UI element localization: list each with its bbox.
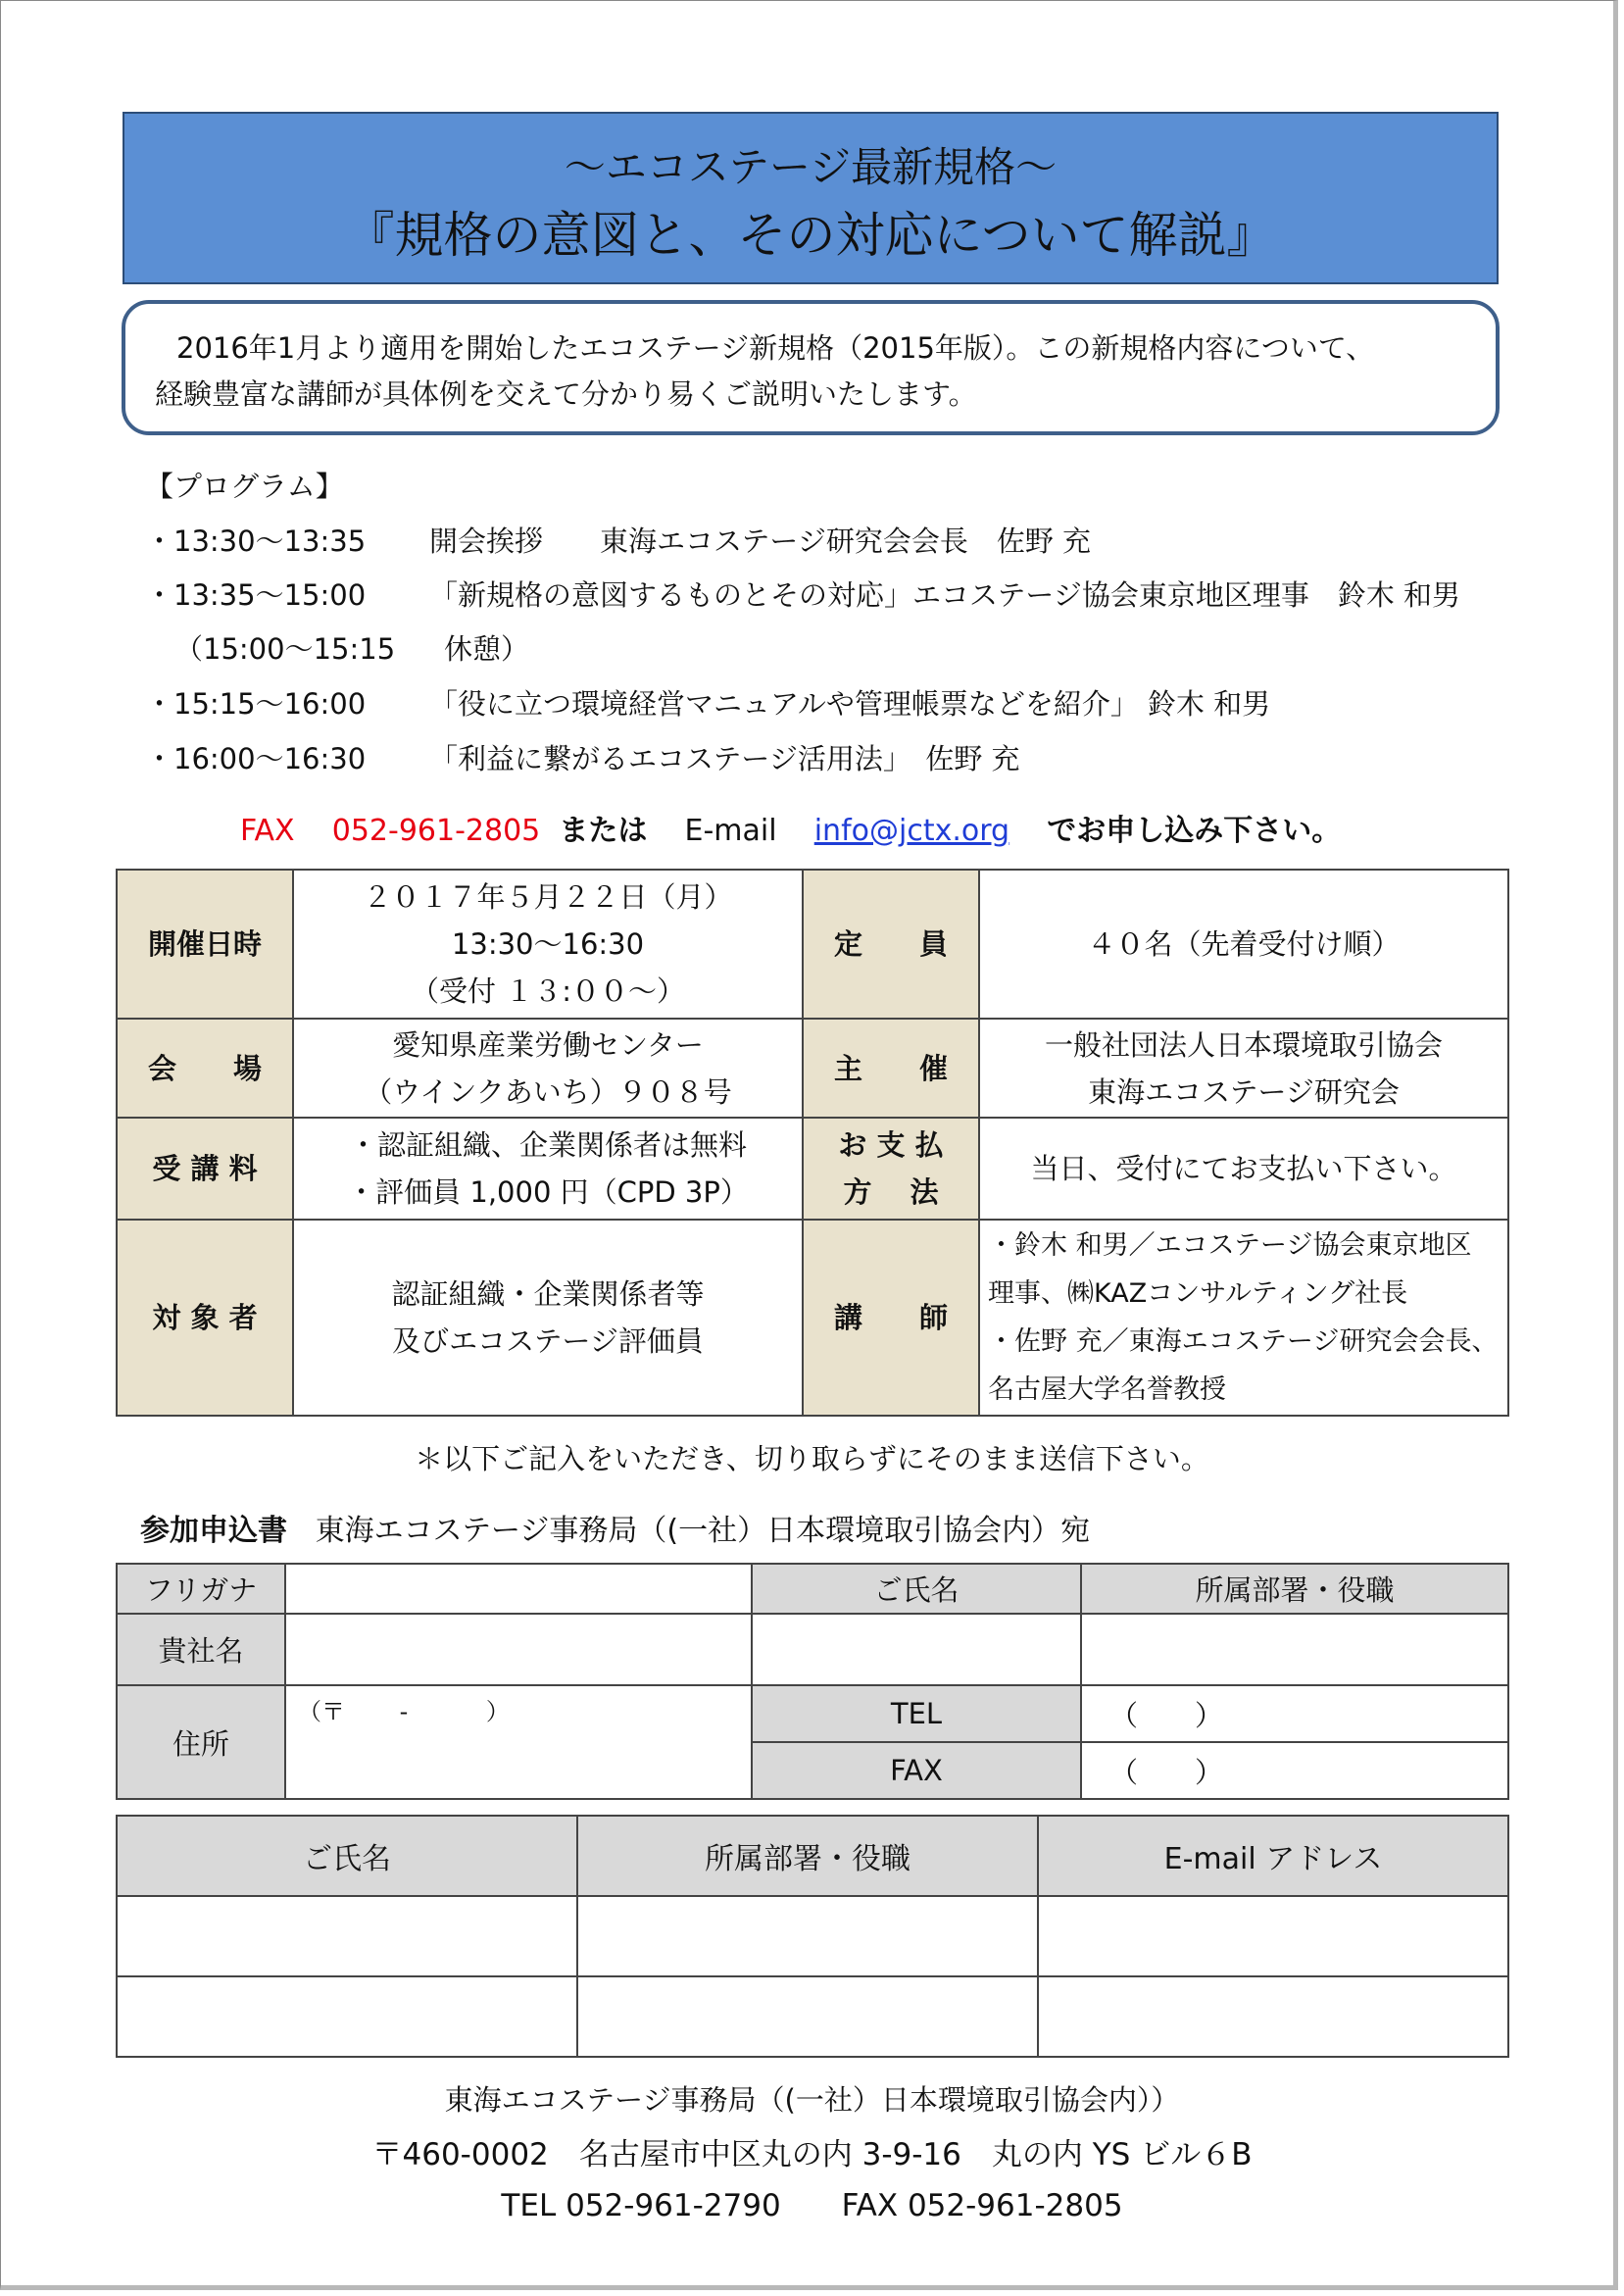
program-item (145, 682, 1270, 723)
program-time: （15:00～15:15 (174, 632, 396, 666)
attendee-email-header: E-mail アドレス (1038, 1816, 1508, 1896)
fee-label: 受 講 料 (117, 1118, 293, 1220)
instruction-note: ＊以下ご記入をいただき、切り取らずにそのまま送信下さい。 (415, 1442, 1209, 1475)
fax-label: FAX (240, 814, 295, 848)
furigana-label: フリガナ (117, 1564, 285, 1614)
payment-label (803, 1118, 979, 1220)
lecturer-line: 理事、㈱KAZコンサルティング社長 (988, 1278, 1408, 1309)
target-line: 及びエコステージ評価員 (392, 1324, 704, 1358)
fax-number: 052-961-2805 (331, 814, 541, 848)
program-text: 開会挨拶 東海エコステージ研究会会長 佐野 充 (429, 524, 1092, 558)
form-title-rest: 東海エコステージ事務局（(一社）日本環境取引協会内）宛 (315, 1514, 1091, 1548)
attendee-dept-input[interactable] (577, 1976, 1038, 2057)
program-text: 「利益に繋がるエコステージ活用法」 佐野 充 (429, 742, 1020, 775)
program-time: ・13:30～13:35 (145, 524, 367, 558)
email-link[interactable]: info@jctx.org (813, 814, 1010, 848)
time-line: 13:30～16:30 (451, 927, 645, 961)
payment-label-line: 方 法 (843, 1175, 939, 1209)
payment-value: 当日、受付にてお支払い下さい。 (979, 1118, 1508, 1220)
title-line-2: 『規格の意図と、その対応について解説』 (345, 207, 1276, 264)
footer-office: 東海エコステージ事務局（(一社）日本環境取引協会内）） (444, 2083, 1180, 2117)
program-time: ・16:00～16:30 (145, 742, 367, 775)
fee-cell (293, 1118, 803, 1220)
apply-line (240, 806, 1341, 849)
attendee-dept-header: 所属部署・役職 (577, 1816, 1038, 1896)
company-input[interactable] (285, 1614, 752, 1685)
program-heading: 【プログラム】 (145, 470, 344, 503)
target-label: 対 象 者 (117, 1220, 293, 1416)
form-title-bold: 参加申込書 (140, 1514, 287, 1548)
program-text: 「役に立つ環境経営マニュアルや管理帳票などを紹介」 鈴木 和男 (429, 687, 1271, 721)
form-title (140, 1506, 1090, 1549)
email-label: E-mail (684, 814, 777, 848)
company-label: 貴社名 (117, 1614, 285, 1685)
program-time: ・13:35～15:00 (145, 578, 367, 612)
address-input[interactable]: （〒 - ） (285, 1685, 752, 1799)
venue-cell (293, 1019, 803, 1118)
apply-suffix: でお申し込み下さい。 (1047, 814, 1342, 848)
program-item (174, 627, 529, 668)
name-input[interactable] (752, 1614, 1081, 1685)
lecturer-line: 名古屋大学名誉教授 (988, 1374, 1226, 1405)
intro-line-1: 2016年1月より適用を開始したエコステージ新規格（2015年版）。この新規格内容について、 (176, 331, 1375, 365)
attendee-table (116, 1815, 1509, 2058)
attendee-name-input[interactable] (117, 1896, 577, 1976)
fee-line: ・認証組織、企業関係者は無料 (348, 1128, 747, 1162)
attendee-email-input[interactable] (1038, 1896, 1508, 1976)
lecturer-label: 講 師 (803, 1220, 979, 1416)
dept-header: 所属部署・役職 (1081, 1564, 1508, 1614)
attendee-dept-input[interactable] (577, 1896, 1038, 1976)
program-item (145, 737, 1020, 777)
date-label: 開催日時 (117, 870, 293, 1019)
lecturer-line: ・鈴木 和男／エコステージ協会東京地区 (988, 1230, 1472, 1261)
program-text: 休憩） (444, 632, 530, 666)
lecturer-cell (979, 1220, 1508, 1416)
footer-contact: TEL 052-961-2790 FAX 052-961-2805 (501, 2188, 1123, 2223)
venue-label: 会 場 (117, 1019, 293, 1118)
tel-input[interactable]: （ ） (1081, 1685, 1508, 1742)
footer-address: 〒460-0002 名古屋市中区丸の内 3-9-16 丸の内 YS ビル６B (371, 2137, 1253, 2172)
host-label: 主 催 (803, 1019, 979, 1118)
attendee-email-input[interactable] (1038, 1976, 1508, 2057)
furigana-input[interactable] (285, 1564, 752, 1614)
capacity-value: ４０名（先着受付け順） (979, 870, 1508, 1019)
intro-box (122, 300, 1500, 435)
date-cell (293, 870, 803, 1019)
attendee-name-input[interactable] (117, 1976, 577, 2057)
target-cell (293, 1220, 803, 1416)
title-banner (123, 112, 1499, 284)
lecturer-line: ・佐野 充／東海エコステージ研究会会長、 (988, 1326, 1499, 1357)
address-label: 住所 (117, 1685, 285, 1799)
application-form (116, 1563, 1509, 1800)
reception-line: （受付 １３:００～） (411, 974, 685, 1008)
capacity-label: 定 員 (803, 870, 979, 1019)
title-line-1: ～エコステージ最新規格～ (564, 143, 1058, 191)
name-header: ご氏名 (752, 1564, 1081, 1614)
event-info-table (116, 869, 1509, 1417)
program-time: ・15:15～16:00 (145, 687, 367, 721)
host-line: 東海エコステージ研究会 (1088, 1074, 1400, 1109)
date-line: ２０１７年５月２２日（月） (363, 880, 733, 914)
fax-input[interactable]: （ ） (1081, 1742, 1508, 1799)
table-row (117, 1976, 1508, 2057)
program-text: 「新規格の意図するものとその対応」エコステージ協会東京地区理事 鈴木 和男 (429, 578, 1461, 612)
intro-line-2: 経験豊富な講師が具体例を交えて分かり易くご説明いたします。 (155, 377, 977, 411)
venue-line: （ウインクあいち）９０８号 (364, 1074, 732, 1109)
target-line: 認証組織・企業関係者等 (391, 1277, 705, 1311)
fax-label-cell: FAX (752, 1742, 1081, 1799)
program-item (145, 520, 1091, 560)
host-cell (979, 1019, 1508, 1118)
program-item (145, 574, 1460, 614)
or-text: または (559, 814, 648, 848)
fee-line: ・評価員 1,000 円（CPD 3P） (347, 1175, 749, 1209)
host-line: 一般社団法人日本環境取引協会 (1044, 1027, 1443, 1062)
payment-label-line: お 支 払 (838, 1128, 944, 1162)
tel-label: TEL (752, 1685, 1081, 1742)
venue-line: 愛知県産業労働センター (392, 1027, 704, 1062)
attendee-name-header: ご氏名 (117, 1816, 577, 1896)
table-row (117, 1896, 1508, 1976)
dept-input[interactable] (1081, 1614, 1508, 1685)
